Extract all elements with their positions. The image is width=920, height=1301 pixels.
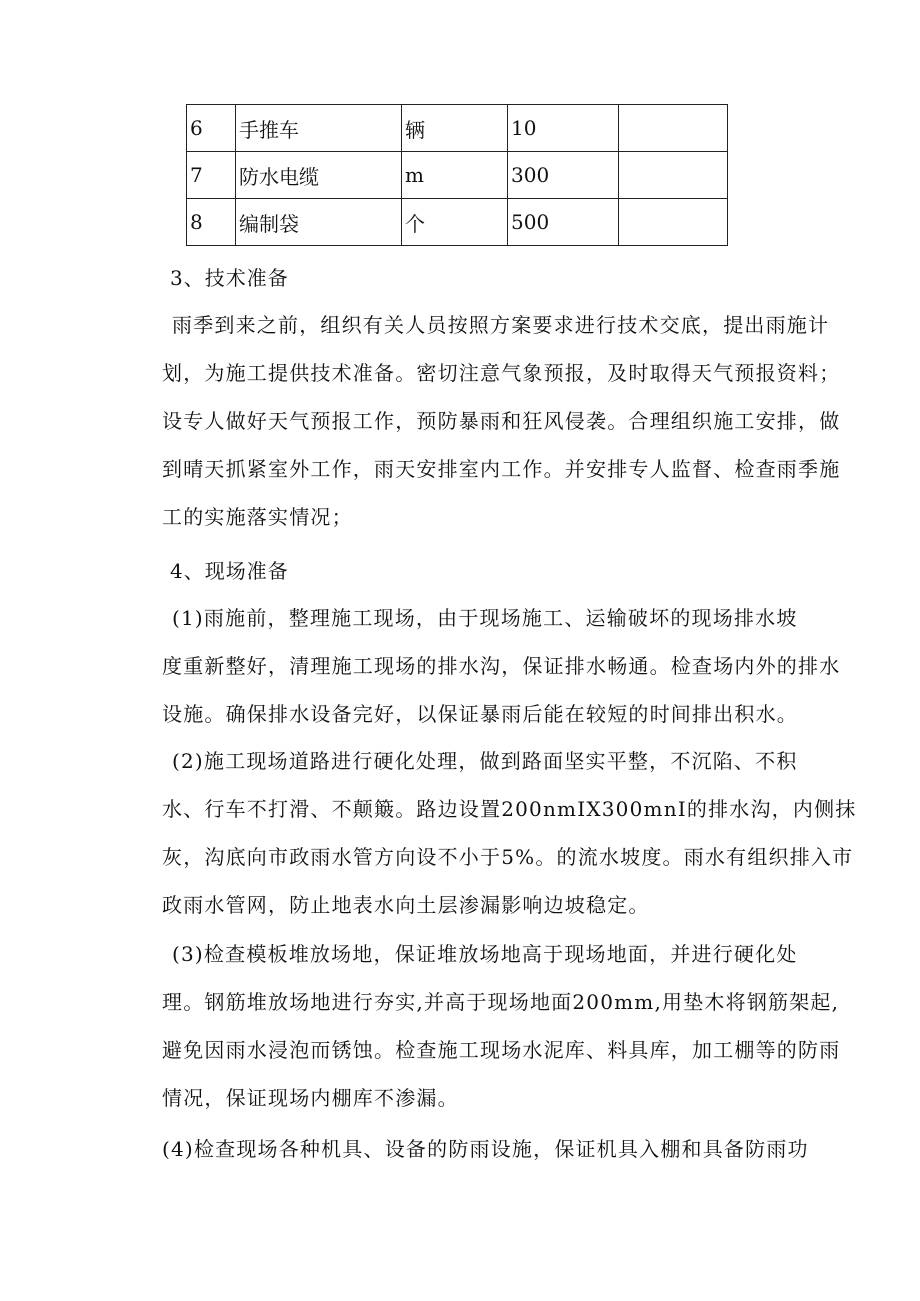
paragraph-line: (2)施工现场道路进行硬化处理，做到路面坚实平整，不沉陷、不积 [172, 749, 798, 773]
row-number: 7 [187, 152, 236, 199]
paragraph-line: (4)检查现场各种机具、设备的防雨设施，保证机具入棚和具备防雨功 [162, 1137, 809, 1161]
paragraph-line: 划，为施工提供技术准备。密切注意气象预报，及时取得天气预报资料； [162, 361, 841, 385]
item-name: 手推车 [236, 105, 402, 152]
item-quantity: 300 [508, 152, 619, 199]
paragraph-line: 度重新整好，清理施工现场的排水沟，保证排水畅通。检查场内外的排水 [162, 654, 841, 678]
paragraph-item-3 [162, 930, 841, 1122]
item-name: 防水电缆 [236, 152, 402, 199]
paragraph-line: 工的实施落实情况； [162, 505, 353, 529]
item-note [619, 105, 728, 152]
table-row [187, 105, 728, 152]
paragraph-line: 情况，保证现场内棚库不渗漏。 [162, 1086, 459, 1110]
table-row [187, 199, 728, 246]
paragraph-tech [162, 301, 841, 541]
item-unit: 个 [402, 199, 508, 246]
item-quantity: 10 [508, 105, 619, 152]
paragraph-item-1 [162, 594, 841, 738]
section-heading-tech: 3、技术准备 [170, 266, 289, 290]
item-note [619, 152, 728, 199]
item-unit: 辆 [402, 105, 508, 152]
row-number: 8 [187, 199, 236, 246]
equipment-table [186, 104, 728, 246]
paragraph-line: 设施。确保排水设备完好，以保证暴雨后能在较短的时间排出积水。 [162, 702, 798, 726]
paragraph-line: (1)雨施前，整理施工现场，由于现场施工、运输破坏的现场排水坡 [172, 606, 798, 630]
paragraph-line: 政雨水管网，防止地表水向土层渗漏影响边坡稳定。 [162, 893, 650, 917]
paragraph-item-2 [162, 737, 857, 929]
item-quantity: 500 [508, 199, 619, 246]
item-name: 编制袋 [236, 199, 402, 246]
section-heading-site: 4、现场准备 [170, 559, 289, 583]
paragraph-line: 避免因雨水浸泡而锈蚀。检查施工现场水泥库、料具库，加工棚等的防雨 [162, 1038, 841, 1062]
paragraph-line: 到晴天抓紧室外工作，雨天安排室内工作。并安排专人监督、检查雨季施 [162, 457, 841, 481]
table-row [187, 152, 728, 199]
paragraph-line: (3)检查模板堆放场地，保证堆放场地高于现场地面，并进行硬化处 [172, 942, 798, 966]
paragraph-line: 理。钢筋堆放场地进行夯实,并高于现场地面200mm,用垫木将钢筋架起, [162, 990, 840, 1014]
item-unit: m [402, 152, 508, 199]
paragraph-line: 设专人做好天气预报工作，预防暴雨和狂风侵袭。合理组织施工安排，做 [162, 409, 841, 433]
item-note [619, 199, 728, 246]
paragraph-line: 水、行车不打滑、不颠簸。路边设置200nmIX300mnI的排水沟，内侧抹 [162, 797, 857, 821]
paragraph-item-4 [162, 1125, 809, 1173]
row-number: 6 [187, 105, 236, 152]
paragraph-line: 灰，沟底向市政雨水管方向设不小于5%。的流水坡度。雨水有组织排入市 [162, 845, 854, 869]
paragraph-line: 雨季到来之前，组织有关人员按照方案要求进行技术交底，提出雨施计 [172, 313, 830, 337]
